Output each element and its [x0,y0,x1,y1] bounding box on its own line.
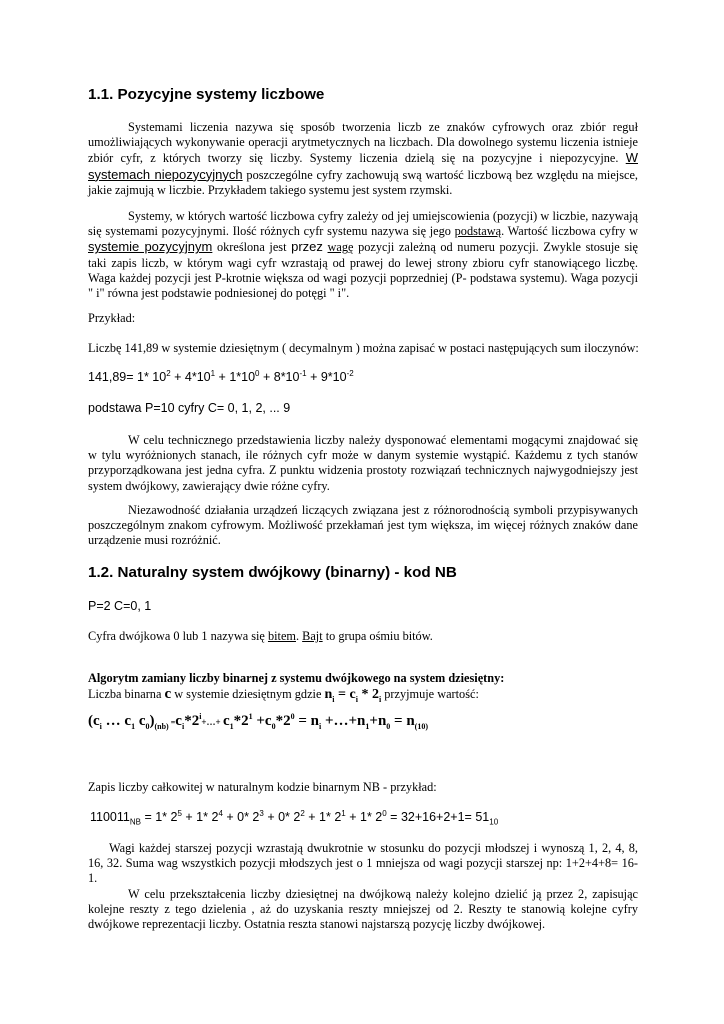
term-waga: wagę [327,240,354,255]
formula-binary-base: P=2 C=0, 1 [88,599,152,613]
term-podstawa: podstawą [454,224,502,239]
paragraph-7: Zapis liczby całkowitej w naturalnym kodzie binarnym NB - przykład: [88,780,437,794]
paragraph-1-text-b: poszczególne cyfry zachowują swą wartość liczbową bez względu na miejsce, jakie zajmują w liczbie. Przykładem takiego systemu jest system rzymski. [88,167,638,197]
paragraph-9: W celu przekształcenia liczby dziesiętnej na dwójkową należy kolejno dzielić ją przez 2, zapisując kolejne reszty z tego dzielenia , aż do uzyskania reszty mniejszej od 2. Reszty te stanowią kolejne cyfry dwójkowe reprezentacji liczby. Ostatnia reszta stanowi najstarszą pozycję liczby dwójkowej. [88,887,638,932]
paragraph-2-text-b: . Wartość liczbowa cyfry w [501,224,638,239]
section-heading-2: 1.2. Naturalny system dwójkowy (binarny) - kod NB [88,564,457,581]
link-systemy-niepozycyjne[interactable]: W systemach niepozycyjnych [88,150,638,182]
paragraph-6: Cyfra dwójkowa 0 lub 1 nazywa się bitem. Bajt to grupa ośmiu bitów. [88,629,433,643]
algorithm-title: Algorytm zamiany liczby binarnej z systemu dwójkowego na system dziesiętny: [88,671,505,685]
formula-decimal-expansion: 141,89= 1* $10^2 + 4*10^1 + 1*10^0 + 8*10^{-1} + 9*10^{-2}$ [88,368,354,384]
paragraph-1-text-a: Systemami liczenia nazywa się sposób tworzenia liczb ze znaków cyfrowych oraz zbiór reguł umożliwiających wykonywanie operacji arytmetycznych na liczbach. Dla dowolnego systemu liczenia istnieje zbiór cyfr, z których tworzy się liczby. Systemy liczenia dzielą się na pozycyjne i niepozycyjne. [88,120,638,166]
paragraph-3: Liczbę 141,89 w systemie dziesiętnym ( decymalnym ) można zapisać w postaci następujących sum iloczynów: [88,341,639,355]
section-heading-1: 1.1. Pozycyjne systemy liczbowe [88,86,325,103]
paragraph-1 [88,120,638,198]
paragraph-2-text-e: pozycji zależną od numeru pozycji. Zwykle stosuje się taki zapis liczb, w którym wagi cyfr wzrastają od prawej do lewej strony zbioru cyfr stanowiącego liczbę. Waga każdej pozycji jest P-krotnie większa od wagi pozycji poprzedniej (P- podstawa systemu). Waga pozycji " i" równa jest podstawie podniesionej do potęgi " i". [88,240,639,301]
paragraph-8: Wagi każdej starszej pozycji wzrastają dwukrotnie w stosunku do pozycji młodszej i wynoszą 1, 2, 4, 8, 16, 32. Suma wag wszystkich pozycji młodszych jest o 1 mniejsza od wagi pozycji starszej np: 1+2+4+8= 16-1. [88,841,638,886]
paragraph-2-text-a: Systemy, w których wartość liczbowa cyfry zależy od jej umiejscowienia (pozycji) w liczbie, nazywają się systemami pozycyjnymi. Ilość różnych cyfr systemu nazywa się jego [88,209,638,239]
word-przez: przez [291,239,323,255]
link-system-pozycyjny[interactable]: systemie pozycyjnym [88,239,213,255]
term-bajt: Bajt [302,629,323,643]
paragraph-4: W celu technicznego przedstawienia liczby należy dysponować elementami mogącymi znajdować się w tylu wyróżnionych stanach, ile różnych cyfr może w danym systemie wystąpić. Każdemu z tych stanów przyporządkowana jest jedna cyfra. Z punktu widzenia prostoty rozwiązań technicznych najwygodniejszy jest system dwójkowy, zawierający dwie różne cyfry. [88,433,638,493]
paragraph-2 [88,209,638,301]
term-bit: bitem [267,629,296,643]
algorithm-line: Liczba binarna c w systemie dziesiętnym gdzie $n_i = c_i * 2_i$ przyjmuje wartość: [88,686,479,704]
formula-base-digits: podstawa P=10 cyfry C= 0, 1, 2, ... 9 [88,401,291,415]
example-label: Przykład: [88,311,136,325]
paragraph-2-text-c: określona jest [212,240,292,255]
paragraph-5: Niezawodność działania urządzeń liczących związana jest z różnorodnością symboli przypisywanych poszczególnym znakom cyfrowym. Możliwość przekłamań jest tym większa, im więcej różnych znaków dane urządzenie musi rozróżnić. [88,503,638,548]
formula-nb-example: $110011_{NB} = 1*$ $2^5 + 1*$ $2^4 + 0*$ $2^3 + 0*$ $2^2 + 1*$ $2^1 + 1*$ $2^0 = 32+16+2+1= 51_{10}$ [90,808,499,827]
formula-binary-to-decimal: ($c_i$ … $c_1$ $c_0)_{(nb)}$ $=c_i*2^i+\dots+ c_1*2^1 +c_0*2^0 = n_i$ $+\dots+n_1+n_0 = n_{(10)}$ [88,712,428,731]
